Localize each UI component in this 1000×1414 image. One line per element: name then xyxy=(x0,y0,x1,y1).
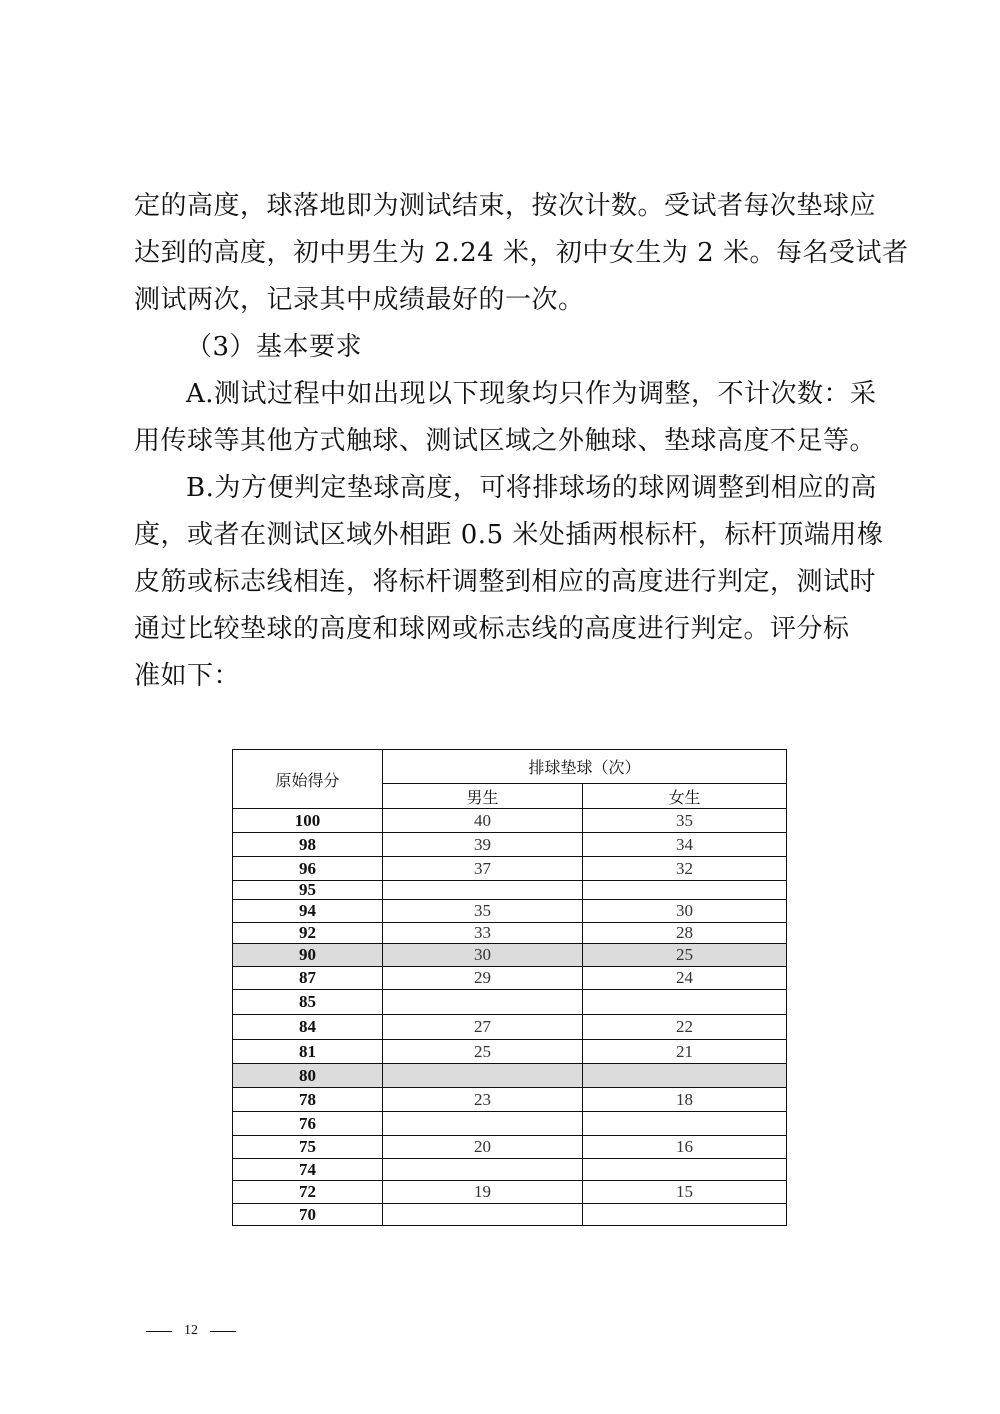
text-line: 准如下： xyxy=(134,661,241,691)
table-row xyxy=(233,1181,787,1204)
text-line: A.测试过程中如出现以下现象均只作为调整，不计次数：采 xyxy=(186,379,877,409)
score-cell: 100 xyxy=(233,809,383,833)
table-row xyxy=(233,857,787,881)
text-line: （3）基本要求 xyxy=(186,332,363,362)
score-cell: 81 xyxy=(233,1040,383,1064)
score-cell: 87 xyxy=(233,967,383,990)
female-cell: 21 xyxy=(583,1040,787,1064)
male-cell: 23 xyxy=(383,1088,583,1112)
male-cell: 25 xyxy=(383,1040,583,1064)
table-row xyxy=(233,809,787,833)
body-text xyxy=(134,183,909,700)
page-number: 12 xyxy=(184,1323,198,1338)
female-column-header: 女生 xyxy=(583,784,787,809)
text-line: 测试两次，记录其中成绩最好的一次。 xyxy=(134,285,585,315)
female-cell: 18 xyxy=(583,1088,787,1112)
text-line: 达到的高度，初中男生为 2.24 米，初中女生为 2 米。每名受试者 xyxy=(134,238,909,268)
table-row xyxy=(233,881,787,900)
male-cell xyxy=(383,990,583,1015)
text-line: 通过比较垫球的高度和球网或标志线的高度进行判定。评分标 xyxy=(134,614,850,644)
table-row xyxy=(233,833,787,857)
table-row xyxy=(233,1204,787,1226)
scoring-table-body xyxy=(233,809,787,1226)
table-row xyxy=(233,1064,787,1088)
female-cell: 34 xyxy=(583,833,787,857)
female-cell: 16 xyxy=(583,1136,787,1159)
table-row xyxy=(233,900,787,923)
female-cell: 25 xyxy=(583,944,787,967)
male-cell: 33 xyxy=(383,923,583,944)
male-cell xyxy=(383,1159,583,1181)
page-footer xyxy=(134,1323,248,1339)
male-cell: 27 xyxy=(383,1015,583,1040)
table-row xyxy=(233,923,787,944)
male-cell xyxy=(383,1112,583,1136)
female-cell: 22 xyxy=(583,1015,787,1040)
footer-dash-left xyxy=(146,1331,172,1332)
female-cell xyxy=(583,990,787,1015)
male-cell xyxy=(383,1204,583,1226)
male-cell: 20 xyxy=(383,1136,583,1159)
male-cell xyxy=(383,1064,583,1088)
text-line: 用传球等其他方式触球、测试区域之外触球、垫球高度不足等。 xyxy=(134,426,877,456)
score-cell: 75 xyxy=(233,1136,383,1159)
scoring-table xyxy=(232,749,787,1226)
score-cell: 80 xyxy=(233,1064,383,1088)
scoring-table-wrapper xyxy=(232,749,786,1226)
female-cell xyxy=(583,881,787,900)
text-line: 定的高度，球落地即为测试结束，按次计数。受试者每次垫球应 xyxy=(134,191,877,221)
score-cell: 85 xyxy=(233,990,383,1015)
female-cell xyxy=(583,1112,787,1136)
male-cell: 30 xyxy=(383,944,583,967)
female-cell: 24 xyxy=(583,967,787,990)
male-column-header: 男生 xyxy=(383,784,583,809)
score-cell: 72 xyxy=(233,1181,383,1204)
female-cell: 32 xyxy=(583,857,787,881)
text-line: 皮筋或标志线相连，将标杆调整到相应的高度进行判定，测试时 xyxy=(134,567,877,597)
score-cell: 78 xyxy=(233,1088,383,1112)
table-row xyxy=(233,990,787,1015)
score-cell: 98 xyxy=(233,833,383,857)
score-cell: 90 xyxy=(233,944,383,967)
table-row xyxy=(233,1112,787,1136)
score-cell: 70 xyxy=(233,1204,383,1226)
table-row xyxy=(233,1040,787,1064)
score-cell: 94 xyxy=(233,900,383,923)
volleyball-column-header: 排球垫球（次） xyxy=(383,750,787,784)
score-cell: 96 xyxy=(233,857,383,881)
male-cell: 35 xyxy=(383,900,583,923)
male-cell: 19 xyxy=(383,1181,583,1204)
male-cell: 40 xyxy=(383,809,583,833)
table-row xyxy=(233,944,787,967)
score-column-header: 原始得分 xyxy=(233,750,383,809)
female-cell: 30 xyxy=(583,900,787,923)
female-cell xyxy=(583,1159,787,1181)
male-cell: 37 xyxy=(383,857,583,881)
score-cell: 74 xyxy=(233,1159,383,1181)
text-line: B.为方便判定垫球高度，可将排球场的球网调整到相应的高 xyxy=(186,473,877,503)
table-row xyxy=(233,1088,787,1112)
footer-dash-right xyxy=(210,1331,236,1332)
male-cell xyxy=(383,881,583,900)
table-row xyxy=(233,1015,787,1040)
table-row xyxy=(233,1136,787,1159)
table-row xyxy=(233,1159,787,1181)
text-line: 度，或者在测试区域外相距 0.5 米处插两根标杆，标杆顶端用橡 xyxy=(134,520,884,550)
female-cell: 15 xyxy=(583,1181,787,1204)
female-cell xyxy=(583,1064,787,1088)
score-cell: 76 xyxy=(233,1112,383,1136)
score-cell: 92 xyxy=(233,923,383,944)
female-cell: 28 xyxy=(583,923,787,944)
female-cell: 35 xyxy=(583,809,787,833)
score-cell: 84 xyxy=(233,1015,383,1040)
female-cell xyxy=(583,1204,787,1226)
male-cell: 39 xyxy=(383,833,583,857)
male-cell: 29 xyxy=(383,967,583,990)
score-cell: 95 xyxy=(233,881,383,900)
table-row xyxy=(233,967,787,990)
